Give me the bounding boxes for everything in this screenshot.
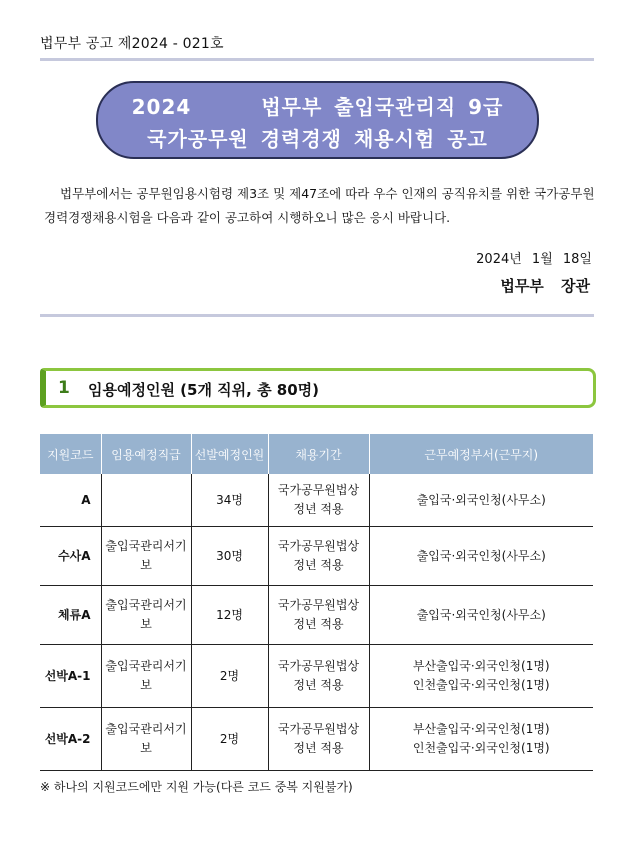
section-header [40, 368, 596, 408]
dept-line-2: 인천출입국·외국인청(1명) [412, 741, 550, 755]
header-code: 지원코드 [40, 434, 101, 474]
cell-period [268, 586, 369, 645]
title-banner [96, 81, 539, 159]
table-row [40, 474, 593, 527]
banner-line-2: 국가공무원 경력경쟁 채용시험 공고 [147, 127, 488, 151]
cell-count: 12명 [191, 586, 268, 645]
cell-period [268, 645, 369, 708]
dept-line-1: 출입국·외국인청(사무소) [416, 548, 546, 563]
header-grade: 임용예정직급 [101, 434, 191, 474]
notice-number: 법무부 공고 제2024 - 021호 [40, 36, 224, 52]
period-line-2: 정년 적용 [293, 502, 344, 516]
intro-line-2: 경력경쟁채용시험을 다음과 같이 공고하여 시행하오니 많은 응시 바랍니다. [44, 210, 451, 225]
dept-line-2: 인천출입국·외국인청(1명) [412, 678, 550, 692]
cell-dept [369, 645, 593, 708]
notice-date: 2024년 1월 18일 [476, 252, 592, 267]
period-line-1: 국가공무원법상 [277, 722, 360, 736]
table-header-row [40, 434, 593, 474]
period-line-1: 국가공무원법상 [277, 598, 360, 612]
period-line-1: 국가공무원법상 [277, 539, 360, 553]
banner-year: 2024 [131, 95, 192, 119]
table-row [40, 708, 593, 771]
cell-code: 선박A-1 [40, 645, 101, 708]
cell-code: 수사A [40, 527, 101, 586]
header-period: 채용기간 [268, 434, 369, 474]
signer: 법무부 장관 [500, 277, 590, 295]
dept-line-1: 출입국·외국인청(사무소) [416, 492, 546, 507]
dept-line-1: 부산출입국·외국인청(1명) [412, 659, 550, 673]
banner-line-1 [98, 91, 537, 120]
period-line-2: 정년 적용 [293, 617, 344, 631]
cell-code: 선박A-2 [40, 708, 101, 771]
cell-code: 체류A [40, 586, 101, 645]
cell-grade [101, 474, 191, 527]
cell-count: 30명 [191, 527, 268, 586]
intro-paragraph [44, 182, 596, 230]
cell-grade: 출입국관리서기보 [101, 527, 191, 586]
period-line-1: 국가공무원법상 [277, 483, 360, 497]
header-dept: 근무예정부서(근무지) [369, 434, 593, 474]
banner-line-1-text: 법무부 출입국관리직 9급 [261, 95, 504, 119]
header-count: 선발예정인원 [191, 434, 268, 474]
middle-divider [40, 314, 594, 317]
cell-dept [369, 586, 593, 645]
dept-line-1: 출입국·외국인청(사무소) [416, 607, 546, 622]
cell-count: 2명 [191, 645, 268, 708]
cell-period [268, 527, 369, 586]
section-title: 임용예정인원 (5개 직위, 총 80명) [88, 381, 319, 399]
table-row [40, 586, 593, 645]
cell-period [268, 474, 369, 527]
period-line-1: 국가공무원법상 [277, 659, 360, 673]
period-line-2: 정년 적용 [293, 741, 344, 755]
dept-line-1: 부산출입국·외국인청(1명) [412, 722, 550, 736]
cell-code: A [40, 474, 101, 527]
cell-count: 2명 [191, 708, 268, 771]
top-divider [40, 58, 594, 61]
cell-dept [369, 708, 593, 771]
period-line-2: 정년 적용 [293, 558, 344, 572]
cell-dept [369, 474, 593, 527]
period-line-2: 정년 적용 [293, 678, 344, 692]
cell-grade: 출입국관리서기보 [101, 645, 191, 708]
cell-period [268, 708, 369, 771]
table-row [40, 645, 593, 708]
cell-grade: 출입국관리서기보 [101, 708, 191, 771]
intro-line-1: 법무부에서는 공무원임용시험령 제3조 및 제47조에 따라 우수 인재의 공직유치를 위한 국가공무원 [60, 186, 595, 201]
cell-dept [369, 527, 593, 586]
cell-count: 34명 [191, 474, 268, 527]
recruitment-table [40, 434, 593, 771]
table-row [40, 527, 593, 586]
section-number: 1 [58, 378, 70, 398]
footnote: ※ 하나의 지원코드에만 지원 가능(다른 코드 중복 지원불가) [40, 780, 353, 794]
cell-grade: 출입국관리서기보 [101, 586, 191, 645]
